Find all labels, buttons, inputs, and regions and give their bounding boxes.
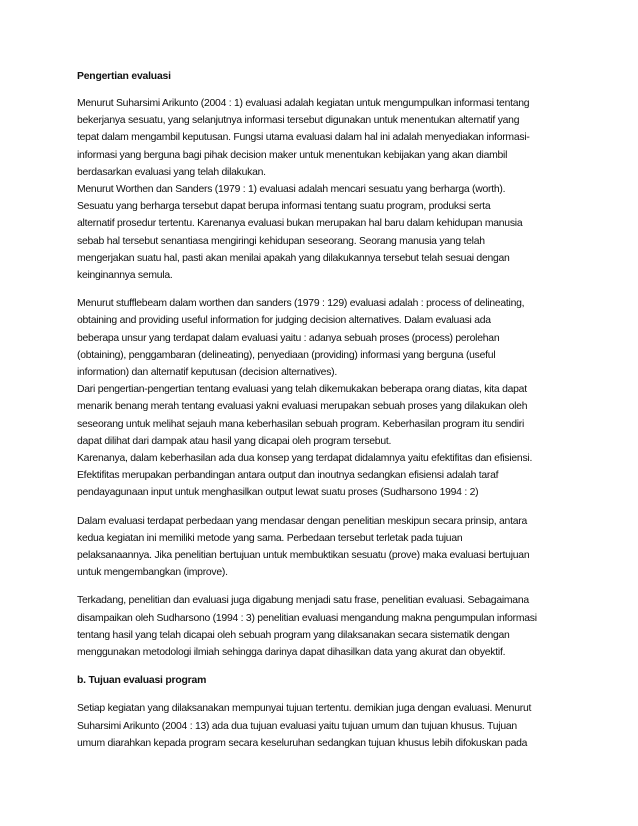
text-line: tepat dalam mengambil keputusan. Fungsi utama evaluasi dalam hal ini adalah menyediakan informasi- [77,132,530,144]
text-line: sebab hal tersebut senantiasa mengiringi kehidupan seseorang. Seorang manusia yang telah [77,235,485,247]
section-heading-pengertian: Pengertian evaluasi [77,71,171,82]
text-line: kedua kegiatan ini memiliki metode yang sama. Perbedaan tersebut terletak pada tujuan [77,532,463,544]
text-line: beberapa unsur yang terdapat dalam evaluasi yaitu : adanya sebuah proses (process) perolehan [77,332,500,344]
text-line: tentang hasil yang telah dicapai oleh sebuah program yang dilaksanakan secara sistematik dengan [77,629,510,641]
text-line: disampaikan oleh Sudharsono (1994 : 3) penelitian evaluasi mengandung makna pengumpulan informasi [77,612,537,624]
text-line: Setiap kegiatan yang dilaksanakan mempunyai tujuan tertentu. demikian juga dengan evaluasi. Menurut [77,703,532,715]
text-line: Efektifitas merupakan perbandingan antara output dan inoutnya sedangkan efisiensi adalah taraf [77,470,499,482]
text-line: pelaksanaannya. Jika penelitian bertujuan untuk membuktikan sesuatu (prove) maka evaluasi bertujuan [77,550,530,562]
text-line: alternatif prosedur tertentu. Karenanya evaluasi bukan merupakan hal baru dalam kehidupan manusia [77,218,523,230]
section-heading-tujuan: b. Tujuan evaluasi program [77,675,207,687]
text-line: pendayagunaan input untuk menghasilkan output lewat suatu proses (Sudharsono 1994 : 2) [77,487,479,499]
paragraph-perbedaan [77,513,594,582]
text-line: bekerjanya sesuatu, yang selanjutnya informasi tersebut digunakan untuk menentukan alternatif yang [77,115,520,127]
text-line: Suharsimi Arikunto (2004 : 13) ada dua tujuan evaluasi yaitu tujuan umum dan tujuan khusus. Tujuan [77,720,517,732]
paragraph-definition [77,95,594,284]
text-line: untuk mengembangkan (improve). [77,567,228,579]
text-line: obtaining and providing useful information for judging decision alternatives. Dalam evaluasi ada [77,315,491,327]
text-line: Terkadang, penelitian dan evaluasi juga digabung menjadi satu frase, penelitian evaluasi. Sebagaimana [77,595,529,607]
text-line: Menurut Suharsimi Arikunto (2004 : 1) evaluasi adalah kegiatan untuk mengumpulkan informasi tentang [77,98,530,109]
text-line: menarik benang merah tentang evaluasi yakni evaluasi merupakan sebuah proses yang dilakukan oleh [77,401,528,413]
text-line: information) dan alternatif keputusan (decision alternatives). [77,367,337,379]
text-line: Menurut stufflebeam dalam worthen dan sanders (1979 : 129) evaluasi adalah : process of delineating, [77,298,525,310]
text-line: (obtaining), penggambaran (delineating), penyediaan (providing) informasi yang berguna (useful [77,349,496,361]
text-line: menggunakan metodologi ilmiah sehingga darinya dapat dihasilkan data yang akurat dan obyektif. [77,647,506,659]
text-line: umum diarahkan kepada program secara keseluruhan sedangkan tujuan khusus lebih difokuskan pada [77,737,528,749]
paragraph-stufflebeam [77,295,594,501]
text-line: Dalam evaluasi terdapat perbedaan yang mendasar dengan penelitian meskipun secara prinsip, antara [77,515,527,527]
paragraph-tujuan [77,700,594,752]
text-line: Sesuatu yang berharga tersebut dapat berupa informasi tentang suatu program, produksi serta [77,201,491,213]
text-line: Menurut Worthen dan Sanders (1979 : 1) evaluasi adalah mencari sesuatu yang berharga (worth). [77,184,506,196]
paragraph-penelitian-evaluasi [77,592,594,661]
text-line: dapat dilihat dari dampak atau hasil yang dicapai oleh program tersebut. [77,435,392,447]
text-line: Dari pengertian-pengertian tentang evaluasi yang telah dikemukakan beberapa orang diatas, kita dapat [77,384,527,396]
text-line: mengerjakan suatu hal, pasti akan menilai apakah yang dilakukannya tersebut telah sesuai dengan [77,252,510,264]
text-line: informasi yang berguna bagi pihak decision maker untuk menentukan kebijakan yang akan diambil [77,149,508,161]
text-line: seseorang untuk melihat sejauh mana keberhasilan sebuah program. Keberhasilan program itu sendiri [77,418,525,430]
text-line: Karenanya, dalam keberhasilan ada dua konsep yang terdapat didalamnya yaitu efektifitas dan efisiensi. [77,453,533,465]
text-line: berdasarkan evaluasi yang telah dilakukan. [77,166,266,178]
text-line: keinginannya semula. [77,270,173,282]
